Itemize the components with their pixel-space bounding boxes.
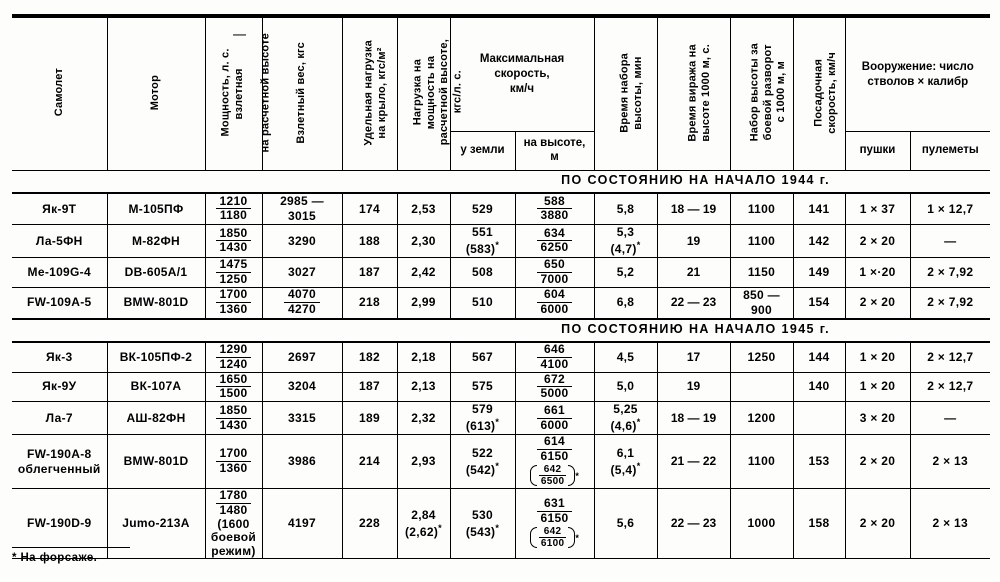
turn-time-value: 18 — 19 bbox=[657, 193, 730, 225]
machineguns-value: 2 × 13 bbox=[910, 435, 990, 489]
engine-name: ВК-105ПФ-2 bbox=[107, 342, 205, 372]
turn-time-value: 22 — 23 bbox=[657, 489, 730, 559]
takeoff-weight-value: $\frac{4070}{4270}$ bbox=[262, 287, 342, 319]
wing-load-line1: Удельная нагрузка bbox=[362, 39, 375, 146]
col-header-machineguns: пулеметы bbox=[910, 132, 990, 171]
speed-ground-value: 508 bbox=[450, 258, 515, 288]
climb-time-value: 4,5 bbox=[594, 342, 657, 372]
table-row bbox=[12, 225, 990, 258]
cannons-value: 3 × 20 bbox=[845, 402, 910, 435]
table-row bbox=[12, 342, 990, 372]
landing-speed-value: 142 bbox=[793, 225, 845, 258]
zoom-climb-value: 850 — 900 bbox=[730, 287, 793, 319]
climb-time-value: 5,3 (4,7)* bbox=[594, 225, 657, 258]
power-value: $\frac{1210}{1180}$ bbox=[205, 193, 262, 225]
takeoff-weight-value: 2985 — 3015 bbox=[262, 193, 342, 225]
takeoff-weight-value: 3204 bbox=[262, 372, 342, 402]
engine-name: М-105ПФ bbox=[107, 193, 205, 225]
power-value: $\frac{1780}{1480}$ (1600 боевой режим) bbox=[205, 489, 262, 559]
power-load-line1: Нагрузка на bbox=[410, 59, 423, 126]
armament-line2: стволов × калибр bbox=[867, 75, 969, 88]
aircraft-name: Ла-5ФН bbox=[12, 225, 107, 258]
takeoff-weight-value: 3027 bbox=[262, 258, 342, 288]
col-header-power-load bbox=[397, 16, 464, 171]
speed-ground-value: 575 bbox=[450, 372, 515, 402]
speed-altitude-value: $\frac{646}{4100}$ bbox=[515, 342, 594, 372]
takeoff-weight-value: 3290 bbox=[262, 225, 342, 258]
climb-time-value: 5,2 bbox=[594, 258, 657, 288]
col-header-wing-load bbox=[342, 16, 397, 171]
power-load-value: 2,13 bbox=[397, 372, 450, 402]
wing-load-value: 182 bbox=[342, 342, 397, 372]
power-header-line3: на расчетной высоте bbox=[259, 32, 272, 153]
machineguns-value: — bbox=[910, 225, 990, 258]
speed-ground-value: 567 bbox=[450, 342, 515, 372]
power-load-value: 2,30 bbox=[397, 225, 450, 258]
zoom-climb-line1: Набор высоты за bbox=[748, 43, 761, 142]
wing-load-line2: на крыло, кгс/м² bbox=[376, 46, 389, 139]
climb-time-value: 6,1 (5,4)* bbox=[594, 435, 657, 489]
col-header-cannons: пушки bbox=[845, 132, 910, 171]
col-header-aircraft: Самолет bbox=[12, 16, 107, 171]
aircraft-specification-table bbox=[12, 14, 990, 559]
power-load-value: 2,42 bbox=[397, 258, 450, 288]
zoom-climb-value: 1150 bbox=[730, 258, 793, 288]
speed-altitude-value: $\frac{661}{6000}$ bbox=[515, 402, 594, 435]
takeoff-weight-value: 4197 bbox=[262, 489, 342, 559]
climb-time-value: 5,8 bbox=[594, 193, 657, 225]
armament-line1: Вооружение: число bbox=[861, 60, 974, 73]
wing-load-value: 187 bbox=[342, 372, 397, 402]
engine-name: BMW-801D bbox=[107, 287, 205, 319]
col-header-landing-speed bbox=[793, 16, 845, 171]
wing-load-value: 187 bbox=[342, 258, 397, 288]
cannons-value: 1 × 37 bbox=[845, 193, 910, 225]
power-load-value: 2,32 bbox=[397, 402, 450, 435]
zoom-climb-value bbox=[730, 372, 793, 402]
col-header-engine: Мотор bbox=[107, 16, 205, 171]
takeoff-weight-value: 2697 bbox=[262, 342, 342, 372]
landing-speed-value: 141 bbox=[793, 193, 845, 225]
machineguns-value: 2 × 12,7 bbox=[910, 372, 990, 402]
max-speed-line3: км/ч bbox=[509, 82, 535, 95]
landing-speed-value: 149 bbox=[793, 258, 845, 288]
power-value: $\frac{1700}{1360}$ bbox=[205, 435, 262, 489]
power-load-value: 2,99 bbox=[397, 287, 450, 319]
zoom-climb-value: 1250 bbox=[730, 342, 793, 372]
section-label: ПО СОСТОЯНИЮ НА НАЧАЛО 1944 г. bbox=[12, 171, 990, 194]
landing-speed-value: 158 bbox=[793, 489, 845, 559]
machineguns-value: 2 × 13 bbox=[910, 489, 990, 559]
power-value: $\frac{1850}{1430}$ bbox=[205, 225, 262, 258]
machineguns-value: 1 × 12,7 bbox=[910, 193, 990, 225]
col-header-power bbox=[205, 16, 272, 171]
power-load-value: 2,53 bbox=[397, 193, 450, 225]
climb-time-value: 5,0 bbox=[594, 372, 657, 402]
aircraft-name: Як-3 bbox=[12, 342, 107, 372]
wing-load-value: 189 bbox=[342, 402, 397, 435]
speed-altitude-value: $\frac{650}{7000}$ bbox=[515, 258, 594, 288]
turn-time-line2: высоте 1000 м, с. bbox=[700, 43, 713, 142]
machineguns-value: 2 × 7,92 bbox=[910, 287, 990, 319]
col-header-speed-ground: у земли bbox=[450, 132, 515, 171]
cannons-value: 2 × 20 bbox=[845, 287, 910, 319]
power-load-line4: кгс/л. с. bbox=[451, 70, 464, 115]
speed-altitude-value: $\frac{672}{5000}$ bbox=[515, 372, 594, 402]
power-value: $\frac{1475}{1250}$ bbox=[205, 258, 262, 288]
zoom-climb-value: 1100 bbox=[730, 225, 793, 258]
wing-load-value: 174 bbox=[342, 193, 397, 225]
speed-altitude-value: $\frac{634}{6250}$ bbox=[515, 225, 594, 258]
power-value: $\frac{1290}{1240}$ bbox=[205, 342, 262, 372]
aircraft-name: Ла-7 bbox=[12, 402, 107, 435]
speed-ground-value: 530 (543)* bbox=[450, 489, 515, 559]
speed-altitude-value: $\frac{588}{3880}$ bbox=[515, 193, 594, 225]
power-load-value: 2,84 (2,62)* bbox=[397, 489, 450, 559]
landing-speed-line2: скорость, км/ч bbox=[825, 51, 838, 134]
max-speed-line2: скорость, bbox=[494, 68, 550, 81]
engine-name: АШ-82ФН bbox=[107, 402, 205, 435]
table-row bbox=[12, 489, 990, 559]
aircraft-name: FW-190A-8 облегченный bbox=[12, 435, 107, 489]
col-header-max-speed-group bbox=[450, 16, 594, 132]
power-header-line2: взлетная bbox=[232, 34, 245, 152]
col-header-turn-time bbox=[657, 16, 730, 171]
landing-speed-value: 140 bbox=[793, 372, 845, 402]
table-row bbox=[12, 435, 990, 489]
power-value: $\frac{1650}{1500}$ bbox=[205, 372, 262, 402]
zoom-climb-value: 1100 bbox=[730, 193, 793, 225]
table-body bbox=[12, 171, 990, 559]
cannons-value: 1 × 20 bbox=[845, 372, 910, 402]
footnote-rule bbox=[12, 547, 130, 548]
section-label: ПО СОСТОЯНИЮ НА НАЧАЛО 1945 г. bbox=[12, 319, 990, 342]
climb-time-value: 5,25 (4,6)* bbox=[594, 402, 657, 435]
turn-time-value: 21 bbox=[657, 258, 730, 288]
aircraft-name: FW-109A-5 bbox=[12, 287, 107, 319]
zoom-climb-value: 1100 bbox=[730, 435, 793, 489]
power-load-line2: мощность на bbox=[424, 55, 437, 130]
landing-speed-value: 144 bbox=[793, 342, 845, 372]
turn-time-value: 22 — 23 bbox=[657, 287, 730, 319]
speed-alt-line1: на высоте, bbox=[523, 137, 586, 150]
table-row bbox=[12, 193, 990, 225]
landing-speed-value bbox=[793, 402, 845, 435]
cannons-value: 1 × 20 bbox=[845, 342, 910, 372]
col-header-climb-time bbox=[594, 16, 657, 171]
speed-altitude-value: $\frac{631}{6150}$ $\frac{642}{6100}$ * bbox=[515, 489, 594, 559]
section-banner-row bbox=[12, 171, 990, 194]
engine-name: BMW-801D bbox=[107, 435, 205, 489]
engine-name: DB-605A/1 bbox=[107, 258, 205, 288]
climb-time-line1: Время набора bbox=[618, 52, 631, 133]
speed-ground-value: 579 (613)* bbox=[450, 402, 515, 435]
turn-time-value: 17 bbox=[657, 342, 730, 372]
wing-load-value: 188 bbox=[342, 225, 397, 258]
zoom-climb-line3: с 1000 м, м bbox=[774, 61, 787, 124]
table-row bbox=[12, 372, 990, 402]
cannons-value: 2 × 20 bbox=[845, 489, 910, 559]
landing-speed-value: 154 bbox=[793, 287, 845, 319]
speed-ground-value: 522 (542)* bbox=[450, 435, 515, 489]
speed-ground-value: 510 bbox=[450, 287, 515, 319]
aircraft-name: Як-9Т bbox=[12, 193, 107, 225]
section-banner-row bbox=[12, 319, 990, 342]
zoom-climb-value: 1200 bbox=[730, 402, 793, 435]
aircraft-name: Me-109G-4 bbox=[12, 258, 107, 288]
zoom-climb-value: 1000 bbox=[730, 489, 793, 559]
engine-name: М-82ФН bbox=[107, 225, 205, 258]
landing-speed-value: 153 bbox=[793, 435, 845, 489]
table-row bbox=[12, 402, 990, 435]
footnote-text: * На форсаже. bbox=[12, 552, 98, 564]
takeoff-weight-value: 3986 bbox=[262, 435, 342, 489]
machineguns-value: — bbox=[910, 402, 990, 435]
speed-altitude-value: $\frac{614}{6150}$ $\frac{642}{6500}$ * bbox=[515, 435, 594, 489]
engine-name: Jumo-213A bbox=[107, 489, 205, 559]
header-row-main bbox=[12, 16, 990, 132]
power-load-value: 2,18 bbox=[397, 342, 450, 372]
turn-time-value: 18 — 19 bbox=[657, 402, 730, 435]
turn-time-value: 21 — 22 bbox=[657, 435, 730, 489]
table-head bbox=[12, 16, 990, 171]
wing-load-value: 228 bbox=[342, 489, 397, 559]
climb-time-value: 5,6 bbox=[594, 489, 657, 559]
turn-time-value: 19 bbox=[657, 225, 730, 258]
landing-speed-line1: Посадочная bbox=[812, 58, 825, 127]
turn-time-value: 19 bbox=[657, 372, 730, 402]
wing-load-value: 218 bbox=[342, 287, 397, 319]
takeoff-weight-value: 3315 bbox=[262, 402, 342, 435]
speed-ground-value: 529 bbox=[450, 193, 515, 225]
aircraft-name: Як-9У bbox=[12, 372, 107, 402]
col-header-armament-group bbox=[845, 16, 990, 132]
climb-time-line2: высоты, мин bbox=[632, 55, 645, 130]
table-row bbox=[12, 258, 990, 288]
cannons-value: 2 × 20 bbox=[845, 225, 910, 258]
machineguns-value: 2 × 7,92 bbox=[910, 258, 990, 288]
speed-altitude-value: $\frac{604}{6000}$ bbox=[515, 287, 594, 319]
aircraft-name: FW-190D-9 bbox=[12, 489, 107, 559]
power-load-line3: расчетной высоте, bbox=[437, 39, 450, 146]
engine-name: ВК-107А bbox=[107, 372, 205, 402]
speed-ground-value: 551 (583)* bbox=[450, 225, 515, 258]
machineguns-value: 2 × 12,7 bbox=[910, 342, 990, 372]
speed-alt-line2: м bbox=[550, 151, 559, 163]
col-header-zoom-climb bbox=[730, 16, 793, 171]
col-header-takeoff-weight: Взлетный вес, кгс bbox=[262, 16, 342, 171]
power-value: $\frac{1700}{1360}$ bbox=[205, 287, 262, 319]
cannons-value: 1 ×·20 bbox=[845, 258, 910, 288]
power-value: $\frac{1850}{1430}$ bbox=[205, 402, 262, 435]
turn-time-line1: Время виража на bbox=[686, 43, 699, 142]
wing-load-value: 214 bbox=[342, 435, 397, 489]
power-header-line1: Мощность, л. с. bbox=[218, 48, 231, 137]
cannons-value: 2 × 20 bbox=[845, 435, 910, 489]
col-header-speed-altitude bbox=[515, 132, 594, 171]
climb-time-value: 6,8 bbox=[594, 287, 657, 319]
max-speed-line1: Максимальная bbox=[479, 53, 565, 66]
power-load-value: 2,93 bbox=[397, 435, 450, 489]
zoom-climb-line2: боевой разворот bbox=[761, 44, 774, 141]
table-row bbox=[12, 287, 990, 319]
